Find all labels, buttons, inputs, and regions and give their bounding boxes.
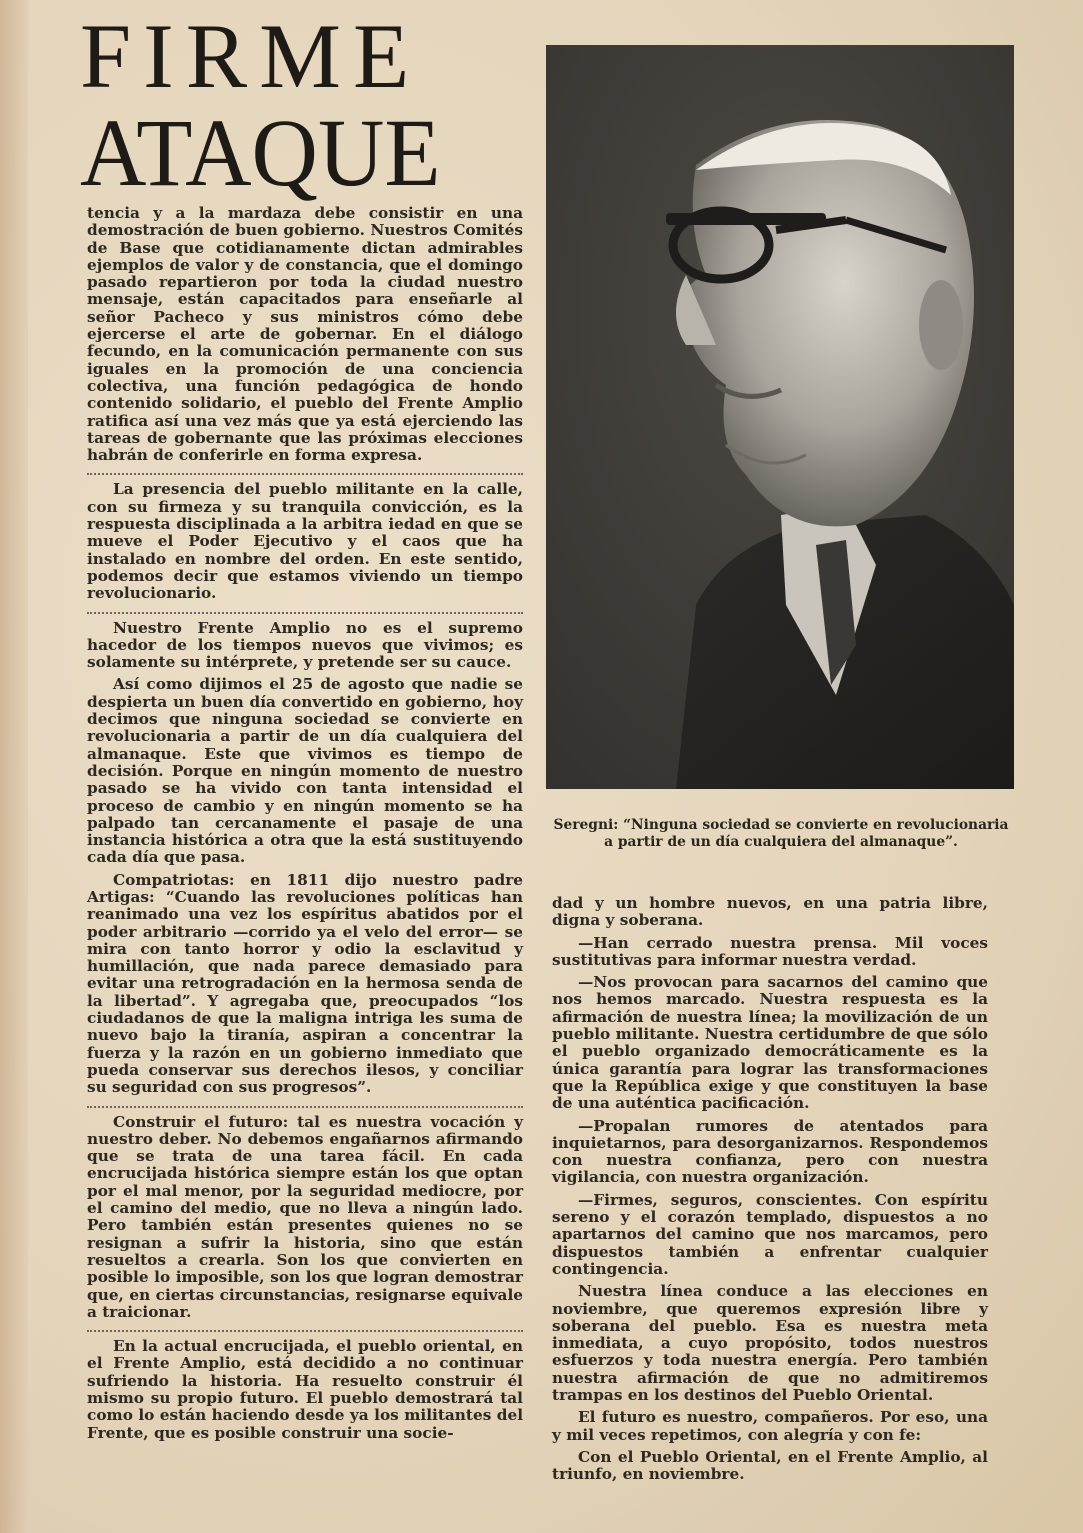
dotted-separator	[87, 473, 523, 475]
left-column	[87, 205, 523, 1447]
article-paragraph: Construir el futuro: tal es nuestra vocación y nuestro deber. No debemos engañarnos afirmando que se trata de una tarea fácil. En cada encrucijada histórica siempre están los que optan por el mal menor, por la seguridad mediocre, por el camino del medio, que no lleva a ningún lado. Pero también están presentes quienes no se resignan a sufrir la historia, sino que están resueltos a crearla. Son los que convierten en posible lo imposible, son los que logran demostrar que, en ciertas circunstancias, resignarse equivale a traicionar.	[87, 1112, 523, 1321]
article-paragraph: Nuestro Frente Amplio no es el supremo hacedor de los tiempos nuevos que vivimos; es solamente su intérprete, y pretende ser su cauce.	[87, 618, 523, 672]
article-paragraph: dad y un hombre nuevos, en una patria libre, digna y soberana.	[552, 894, 988, 930]
dotted-separator	[87, 612, 523, 614]
right-column	[552, 895, 988, 1489]
page-edge	[0, 0, 28, 1533]
headline	[80, 5, 460, 206]
portrait-image	[546, 45, 1014, 789]
article-paragraph: —Nos provocan para sacarnos del camino que nos hemos marcado. Nuestra respuesta es la afirmación de nuestra línea; la movilización de un pueblo militante. Nuestra certidumbre de que sólo el pueblo organizado democráticamente es la única garantía para lograr las transformaciones que la República exige y que constituyen la base de una auténtica pacificación.	[552, 973, 988, 1113]
article-paragraph: —Propalan rumores de atentados para inquietarnos, para desorganizarnos. Respondemos con nuestra confianza, pero con nuestra vigilancia, con nuestra organización.	[552, 1116, 988, 1187]
article-paragraph: En la actual encrucijada, el pueblo oriental, en el Frente Amplio, está decidido a no continuar sufriendo la historia. Ha resuelto construir él mismo su propio futuro. El pueblo demostrará tal como lo están haciendo desde ya los militantes del Frente, que es posible construir una socie-	[87, 1337, 523, 1442]
article-paragraph: Compatriotas: en 1811 dijo nuestro padre Artigas: “Cuando las revoluciones políticas han reanimado una vez los espíritus abatidos por el poder arbitrario —corrido ya el velo del error— se mira con tanto horror y odio la esclavitud y humillación, que nada parece demasiado para evitar una retrogradación en la hermosa senda de la libertad”. Y agregaba que, preocupados “los ciudadanos de que la maligna intriga les suma de nuevo bajo la tiranía, aspiran a concentrar la fuerza y la razón en un gobierno inmediato que pueda conservar sus derechos ilesos, y conciliar su seguridad con sus progresos”.	[87, 870, 523, 1097]
article-paragraph: Nuestra línea conduce a las elecciones en noviembre, que queremos expresión libre y soberana del pueblo. Esa es nuestra meta inmediata, a cuyo propósito, todos nuestros esfuerzos y toda nuestra energía. Pero también nuestra afirmación de que no admitiremos trampas en los destinos del Pueblo Oriental.	[552, 1282, 988, 1405]
article-paragraph: Con el Pueblo Oriental, en el Frente Amplio, al triunfo, en noviembre.	[552, 1447, 988, 1484]
headline-line-2: ATAQUE	[80, 98, 441, 206]
article-paragraph: La presencia del pueblo militante en la calle, con su firmeza y su tranquila convicción, es la respuesta disciplinada a la arbitra iedad en que se mueve el Poder Ejecutivo y el caos que ha instalado en nombre del orden. En este sentido, podemos decir que estamos viviendo un tiempo revolucionario.	[87, 480, 523, 603]
article-paragraph: tencia y a la mardaza debe consistir en una demostración de buen gobierno. Nuestros Comités de Base que cotidianamente dictan admirables ejemplos de valor y de constancia, que el domingo pasado repartieron por toda la ciudad nuestro mensaje, están capacitados para enseñarle al señor Pacheco y sus ministros cómo debe ejercerse el arte de gobernar. En el diálogo fecundo, en la comunicación permanente con sus iguales en la promoción de una conciencia colectiva, una función pedagógica de hondo contenido solidario, el pueblo del Frente Amplio ratifica así una vez más que ya está ejerciendo las tareas de gobernante que las próximas elecciones habrán de conferirle en forma expresa.	[87, 204, 523, 465]
article-paragraph: —Firmes, seguros, conscientes. Con espíritu sereno y el corazón templado, dispuestos a no apartarnos del camino que nos marcamos, pero dispuestos también a enfrentar cualquier contingencia.	[552, 1190, 988, 1278]
headline-line-1: FIRME	[80, 5, 422, 107]
article-paragraph: El futuro es nuestro, compañeros. Por eso, una y mil veces repetimos, con alegría y con fe:	[552, 1408, 988, 1444]
article-paragraph: Así como dijimos el 25 de agosto que nadie se despierta un buen día convertido en gobierno, hoy decimos que ninguna sociedad se convierte en revolucionaria a partir de un día cualquiera del almanaque. Este que vivimos es tiempo de decisión. Porque en ningún momento de nuestro pasado se ha vivido con tanta intensidad el proceso de cambio y en ningún momento se ha palpado tan cercanamente el pasaje de una instancia histórica a otra que la está sustituyendo cada día que pasa.	[87, 675, 523, 867]
dotted-separator	[87, 1330, 523, 1332]
photo-caption: Seregni: “Ninguna sociedad se convierte en revolucionaria a partir de un día cualquiera del almanaque”.	[553, 817, 1009, 850]
article-paragraph: —Han cerrado nuestra prensa. Mil voces sustitutivas para informar nuestra verdad.	[552, 933, 988, 969]
portrait-photo	[546, 45, 1014, 789]
dotted-separator	[87, 1106, 523, 1108]
